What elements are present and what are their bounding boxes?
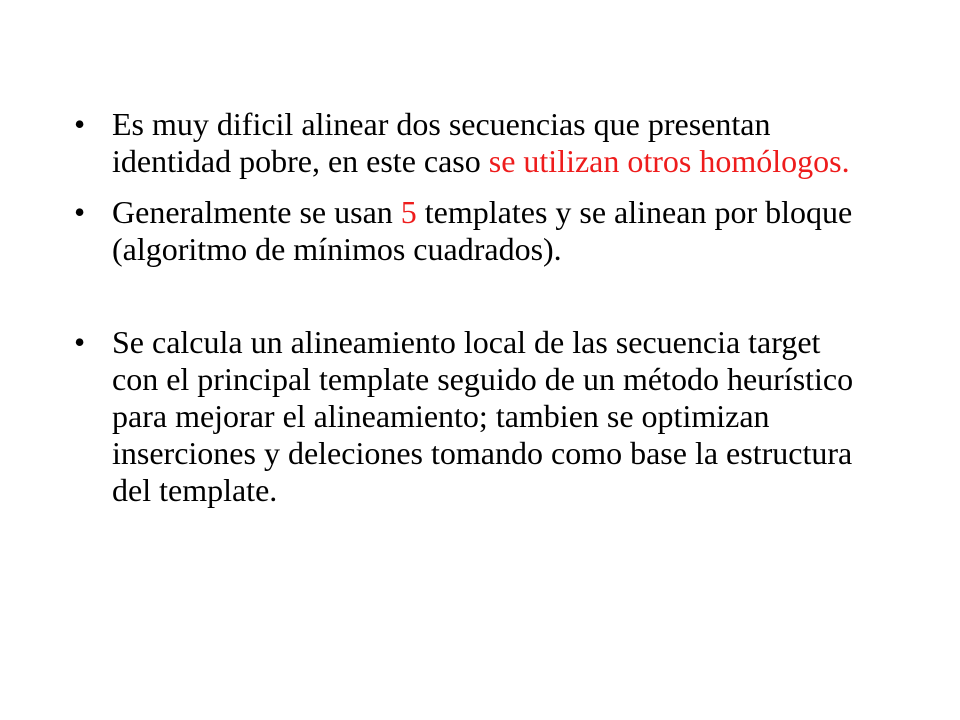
bullet-text-segment: templates y se alinean por bloque (algoritmo de mínimos cuadrados). — [112, 194, 853, 267]
bullet-text-segment: Es muy dificil alinear dos secuencias que presentan identidad pobre, en este caso — [112, 106, 771, 179]
bullet-marker: • — [74, 106, 86, 142]
bullet-item-1 — [74, 106, 874, 180]
bullet-text-segment: Generalmente se usan — [112, 194, 401, 230]
bullet-marker: • — [74, 194, 86, 230]
bullet-list — [74, 106, 874, 509]
bullet-marker: • — [74, 324, 86, 360]
highlighted-number: 5 — [400, 194, 417, 230]
bullet-text-segment: Se calcula un alineamiento local de las secuencia target con el principal template seguido de un método heurístico para mejorar el alineamiento; tambien se optimizan inserciones y deleciones tomando como base la estructura del template. — [112, 324, 854, 508]
bullet-item-2 — [74, 194, 874, 268]
highlighted-text: se utilizan otros homólogos. — [488, 143, 850, 179]
bullet-item-3 — [74, 324, 874, 509]
